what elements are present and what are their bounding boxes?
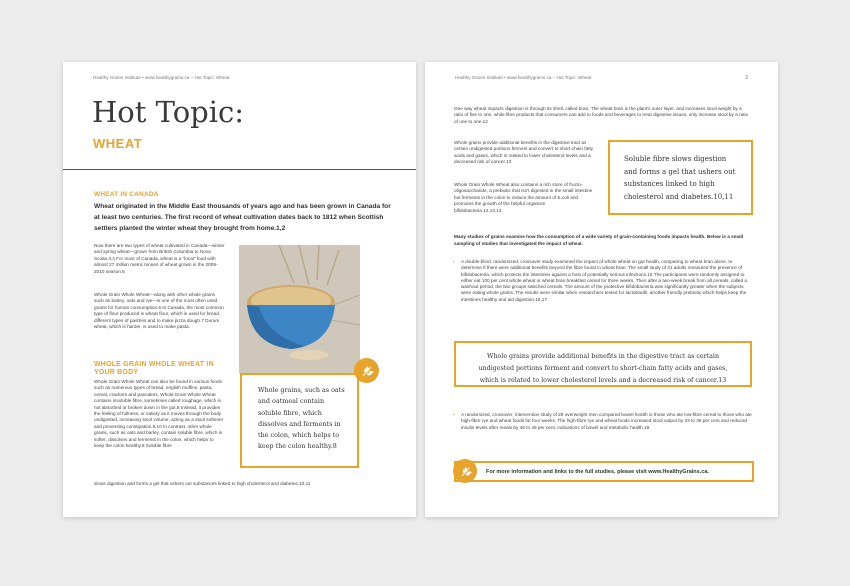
footer-text: For more information and links to the full studies, please visit www.HealthyGrains.ca. — [486, 468, 709, 475]
page-header: Healthy Grains Institute • www.healthygrains.ca – Hot Topic: Wheat — [455, 75, 592, 80]
page-number: 2 — [745, 75, 748, 81]
study-bullet-1-text: A double-blind, randomized, crossover study examined the impact of whole wheat on gut health, comparing to wheat bran alone, to determine if there were additional benefits beyond the fibre found in wheat bran. The small study of 31 adults measured the presence of bifidobacteria, which protects the intestines against a host of potentially serious infections.15 The participants were randomly assigned to either eat 100 per cent whole wheat or wheat bran breakfast cereal for three weeks. Then after a two-week break from all cereals, called a washout period, the two groups switched cereals. The amount of the protective bifidobacteria was significantly greater when the subjects were eating whole grains. The results were similar when researchers tested for lactobacilli, another friendly prebiotic which helps keep the intestines healthy and aid digestion.16,17 — [461, 259, 748, 302]
study-bullet-2 — [453, 412, 752, 431]
paragraph-prebiotic: Whole Grain Whole Wheat also contains a rich store of fructo-oligosaccharide, a prebiotic that isn't digested in the small intestine but ferments in the colon to reduce the amount of E.coli and promotes the growth of the helpful organism bifidobacteria.12,13,14 — [454, 182, 593, 213]
document-page-2 — [425, 62, 778, 517]
paragraph-fibre-end: slows digestion and forms a gel that ushers out substances linked to high cholesterol and diabetes.10,11 — [94, 481, 311, 486]
wheat-icon — [453, 459, 477, 483]
study-bullet-2-text: A randomized, crossover, intervention study of 28 overweight men compared bowel health in those who ate low-fibre cereal to those who ate high-fibre rye and wheat foods for four weeks. The high-fibre rye and wheat foods increased stool output by 33 to 36 per cent and reduced insulin levels after meals by 46 to 49 per cent, indications of bowel and metabolic health.18 — [461, 412, 752, 430]
page-header: Healthy Grains Institute • www.healthygrains.ca – Hot Topic: Wheat — [93, 75, 230, 80]
bullet-marker: • — [453, 259, 455, 264]
footer-callout — [454, 461, 754, 482]
paragraph-digestive-benefits: Whole grains provide additional benefits in the digestive tract as certain undigested portions ferment and convert to short-chain fatty acids and gases, which is related to lower cholesterol levels and a decreased risk of cancer.13 — [454, 140, 594, 165]
studies-intro: Many studies of grains examine how the consumption of a wide variety of grain-containing foods impacts health. Below is a small sampling of studies that investigated the impact of wheat. — [454, 234, 744, 246]
bullet-marker: • — [453, 412, 455, 417]
page-title: Hot Topic: — [92, 95, 245, 129]
paragraph-fibre: Whole Grain Whole Wheat can also be found in various foods such as numerous types of bread, english muffins, pasta, cereal, crackers and pancakes. Whole Grain Whole Wheat contains insoluble fibre, sometimes called roughage, which is not absorbed or broken down in the gut.8 Instead, it provides the feeling of fullness, or satiety as it moves through the body undigested, increasing stool volume, acting as a stool softener and preventing constipation.9,10 In contrast, other whole grains, such as oats and barley, contain soluble fibre, which is softer, dissolves and ferments in the colon, which helps to keep the colon healthy.8 Soluble fibre — [94, 379, 224, 449]
pull-quote-soluble-fibre: Soluble fibre slows digestion and forms a gel that ushers out substances linked to high cholesterol and diabetes.10,11 — [608, 140, 753, 215]
wheat-icon — [354, 358, 379, 383]
paragraph-bran: One way wheat impacts digestion is through its shell, called bran. The wheat bran is the plant's outer layer, and increases stool weight by a ratio of five to one, while fibre products that consumers can add to foods and beverages to treat digestive issues, only increase stool by a ratio of one to one.12 — [454, 106, 749, 124]
study-bullet-1 — [453, 259, 752, 303]
divider — [63, 169, 416, 170]
paragraph-types-of-wheat: Now there are two types of wheat cultivated in Canada—winter and spring wheat—grown from British Columbia to Nova Scotia.3,4 For most of Canada, wheat is a "local" food with almost 27 million metric tonnes of wheat grown in the 2009-2010 season.5 — [94, 243, 225, 274]
paragraph-whole-grain-usage: Whole Grain Whole Wheat—along with other whole grains such as barley, oats and rye—is one of the most often used grains for human consumption.6 In Canada, the most common type of flour produced is wheat flour, which is used for bread, different types of pastries and to make pizza dough.7 Durum wheat, which is harder, is used to make pasta. — [94, 292, 224, 330]
section-heading-whole-grain-body: WHOLE GRAIN WHOLE WHEAT IN YOUR BODY — [94, 361, 214, 376]
bowl-of-oats-photo — [239, 245, 360, 373]
pull-quote: Whole grains, such as oats and oatmeal contain soluble fibre, which dissolves and ferments in the colon, which helps to keep the colon healthy.8 — [240, 373, 359, 468]
lead-paragraph: Wheat originated in the Middle East thousands of years ago and has been grown in Canada for at least two centuries. The first record of wheat cultivation dates back to 1812 when Scottish settlers planted the winter wheat they brought from home.1,2 — [94, 203, 391, 232]
document-page-1 — [63, 62, 416, 517]
pull-quote-digestive: Whole grains provide additional benefits in the digestive tract as certain undigested portions ferment and convert to short-chain fatty acids and gases, which is related to lower cholesterol levels and a decreased risk of cancer.13 — [454, 341, 752, 387]
page-subtitle: WHEAT — [93, 136, 143, 151]
section-heading-wheat-in-canada: WHEAT IN CANADA — [94, 191, 159, 198]
